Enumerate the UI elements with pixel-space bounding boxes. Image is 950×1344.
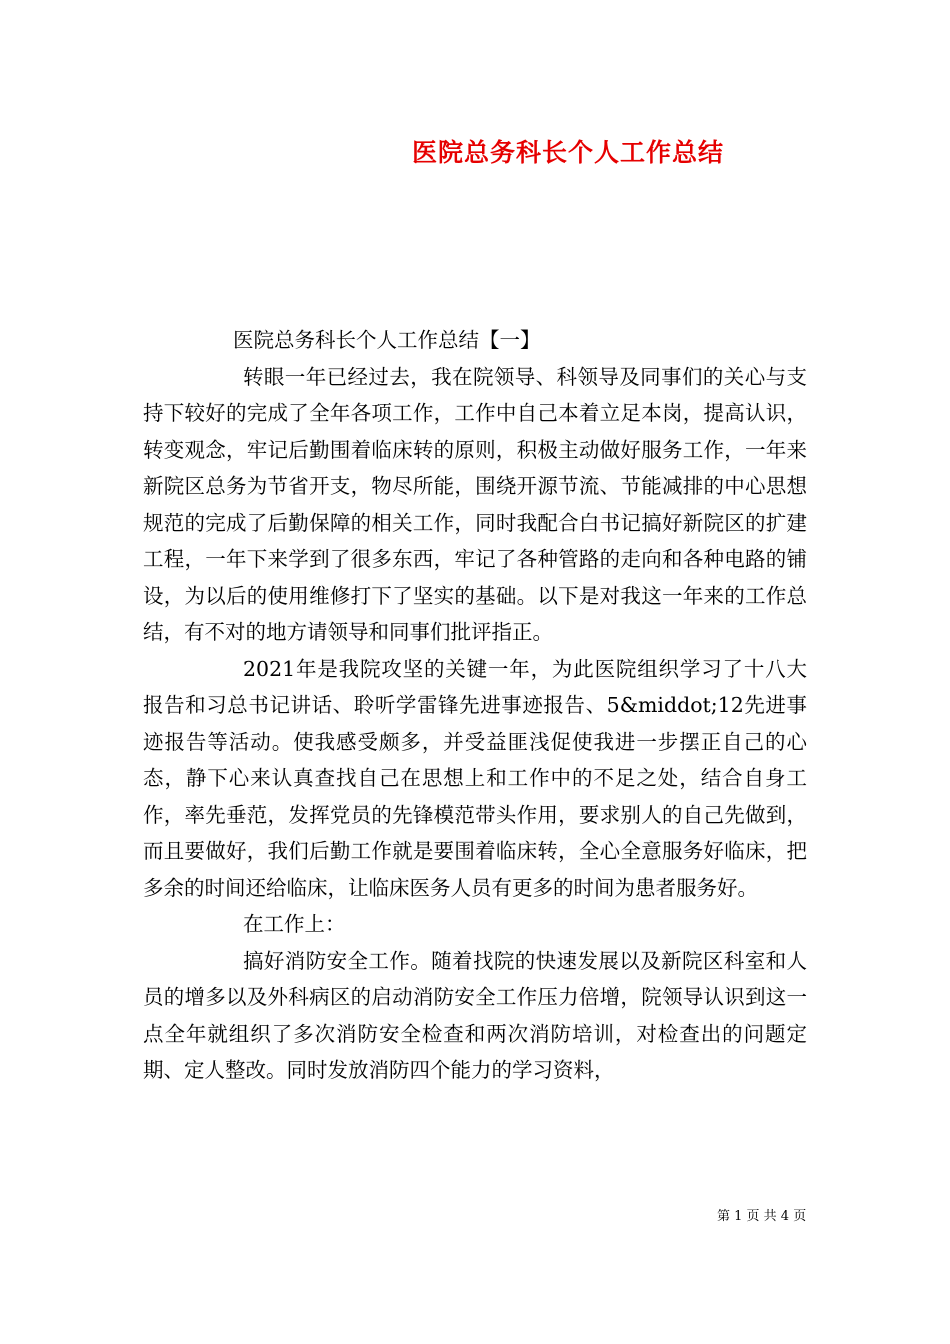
paragraph: 搞好消防安全工作。随着找院的快速发展以及新院区科室和人员的增多以及外科病区的启动消防安全工作压力倍增，院领导认识到这一点全年就组织了多次消防安全检查和两次消防培训，对检查出的问题定期、定人整改。同时发放消防四个能力的学习资料， — [143, 948, 807, 1082]
document-body — [143, 322, 807, 1089]
paragraph: 转眼一年已经过去，我在院领导、科领导及同事们的关心与支持下较好的完成了全年各项工作，工作中自己本着立足本岗，提高认识，转变观念，牢记后勤围着临床转的原则，积极主动做好服务工作，一年来新院区总务为节省开支，物尽所能，围绕开源节流、节能减排的中心思想规范的完成了后勤保障的相关工作，同时我配合白书记搞好新院区的扩建工程，一年下来学到了很多东西，牢记了各种管路的走向和各种电路的铺设，为以后的使用维修打下了坚实的基础。以下是对我这一年来的工作总结，有不对的地方请领导和同事们批评指正。 — [143, 364, 807, 644]
section-heading: 医院总务科长个人工作总结【一】 — [233, 328, 541, 352]
paragraph: 2021年是我院攻坚的关键一年，为此医院组织学习了十八大报告和习总书记讲话、聆听学雷锋先进事迹报告、5&middot;12先进事迹报告等活动。使我感受颇多，并受益匪浅促使我进一步摆正自己的心态，静下心来认真查找自己在思想上和工作中的不足之处，结合自身工作，率先垂范，发挥党员的先锋模范带头作用，要求别人的自己先做到，而且要做好，我们后勤工作就是要围着临床转，全心全意服务好临床，把多余的时间还给临床，让临床医务人员有更多的时间为患者服务好。 — [143, 656, 807, 900]
paragraph: 在工作上： — [243, 912, 346, 936]
page-number-footer: 第 1 页 共 4 页 — [717, 1209, 807, 1224]
document-title: 医院总务科长个人工作总结 — [412, 138, 725, 167]
